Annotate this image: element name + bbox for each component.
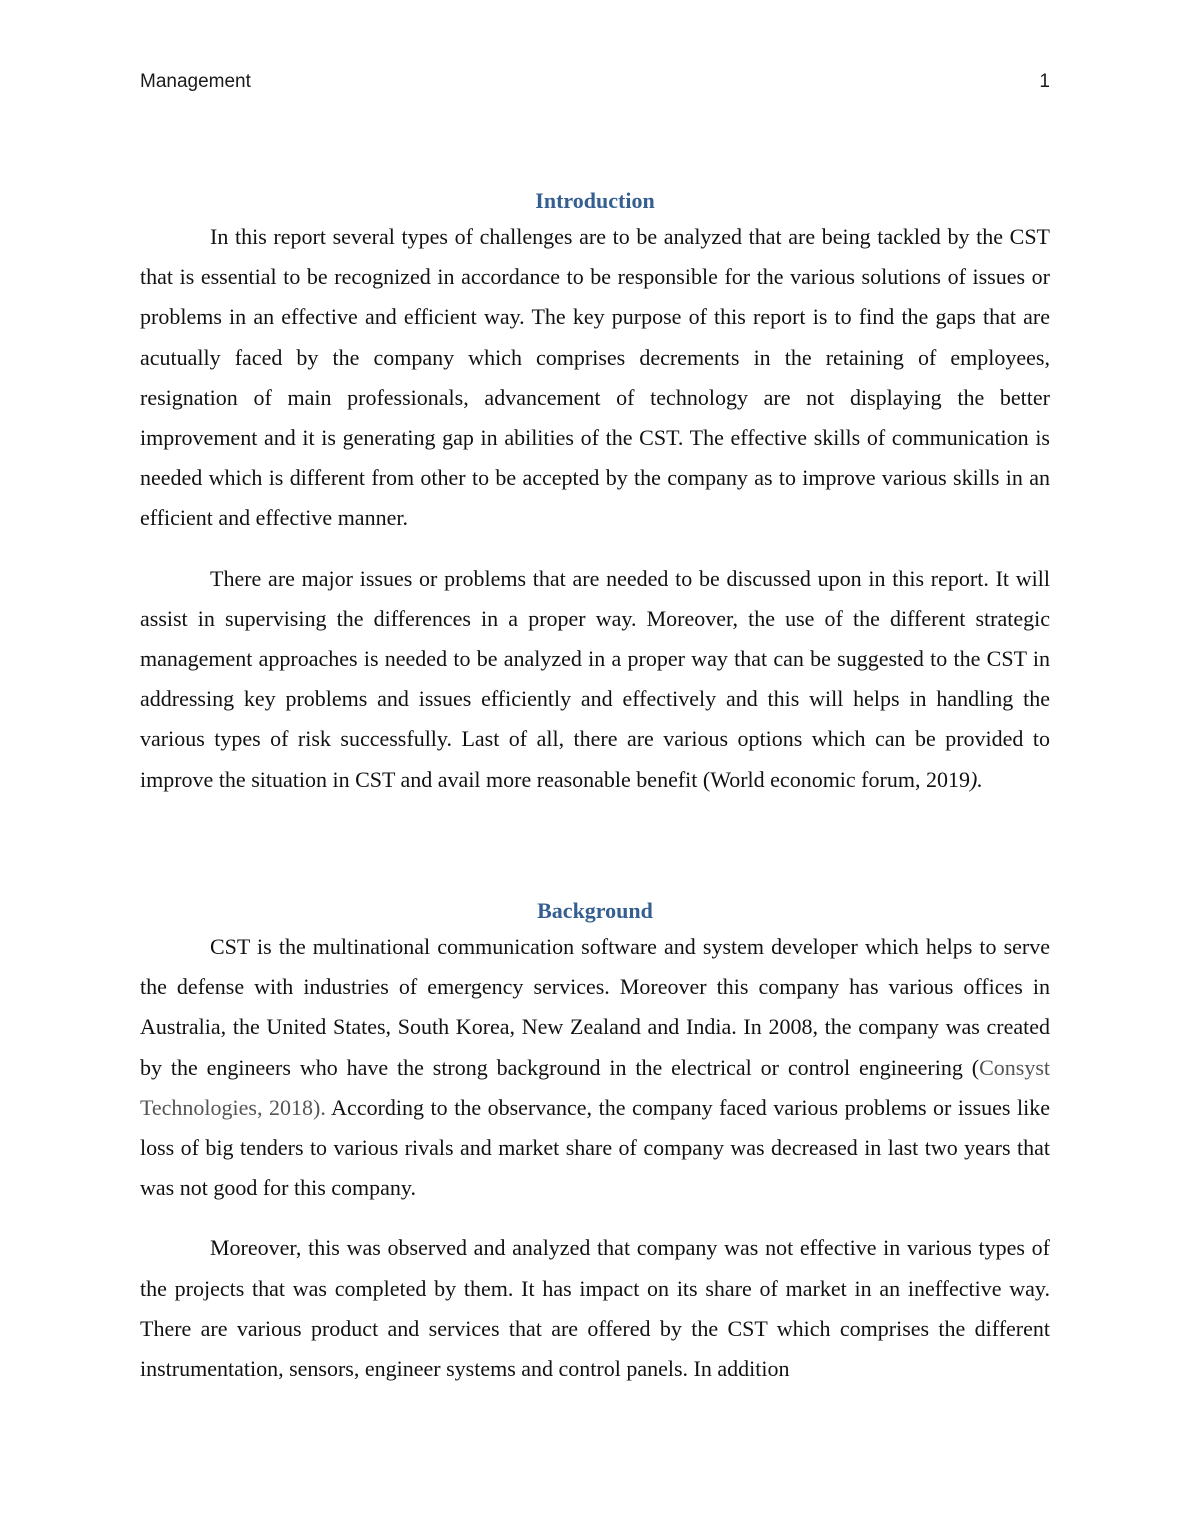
background-paragraph-1-text: CST is the multinational communication software and system developer which helps to serve the defense with industries of emergency services. Moreover this company has various offices in Australia, the United States, South Korea, New Zealand and India. In 2008, the company was created by the engineers who have the strong background in the electrical or control engineering (: [140, 934, 1050, 1080]
background-paragraph-2: Moreover, this was observed and analyzed that company was not effective in various types of the projects that was completed by them. It has impact on its share of market in an ineffective way. There are various product and services that are offered by the CST which comprises the different instrumentation, sensors, engineer systems and control panels. In addition: [140, 1235, 1050, 1382]
introduction-paragraph-1: In this report several types of challenges are to be analyzed that are being tackled by the CST that is essential to be recognized in accordance to be responsible for the various solutions of issues or problems in an effective and efficient way. The key purpose of this report is to find the gaps that are acutually faced by the company which comprises decrements in the retaining of employees, resignation of main professionals, advancement of technology are not displaying the better improvement and it is generating gap in abilities of the CST. The effective skills of communication is needed which is different from other to be accepted by the company as to improve various skills in an efficient and effective manner.: [140, 224, 1050, 531]
background-heading: Background: [537, 898, 653, 923]
citation-consyst: Consyst Technologies, 2018).: [140, 1054, 1050, 1120]
introduction-section: [140, 185, 1050, 820]
introduction-paragraph-2-text: There are major issues or problems that are needed to be discussed upon in this report. It will assist in supervising the differences in a proper way. Moreover, the use of the different strategic management approaches is needed to be analyzed in a proper way that can be suggested to the CST in addressing key problems and issues efficiently and effectively and this will helps in handling the various types of risk successfully. Last of all, there are various options which can be provided to improve the situation in CST and avail more reasonable benefit (World economic forum, 2019: [140, 565, 1050, 792]
introduction-paragraph-2: [140, 559, 1050, 800]
background-section: [140, 895, 1050, 1409]
introduction-heading: Introduction: [535, 188, 655, 213]
background-paragraph-1-rest: According to the observance, the company faced various problems or issues like loss of big tenders to various rivals and market share of company was decreased in last two years that was not good for this company.: [140, 1094, 1050, 1201]
running-header: [140, 71, 1050, 97]
page-number: 1: [1039, 71, 1050, 92]
citation-close: ).: [969, 766, 983, 792]
header-title: Management: [140, 71, 251, 92]
background-paragraph-1: [140, 927, 1050, 1208]
